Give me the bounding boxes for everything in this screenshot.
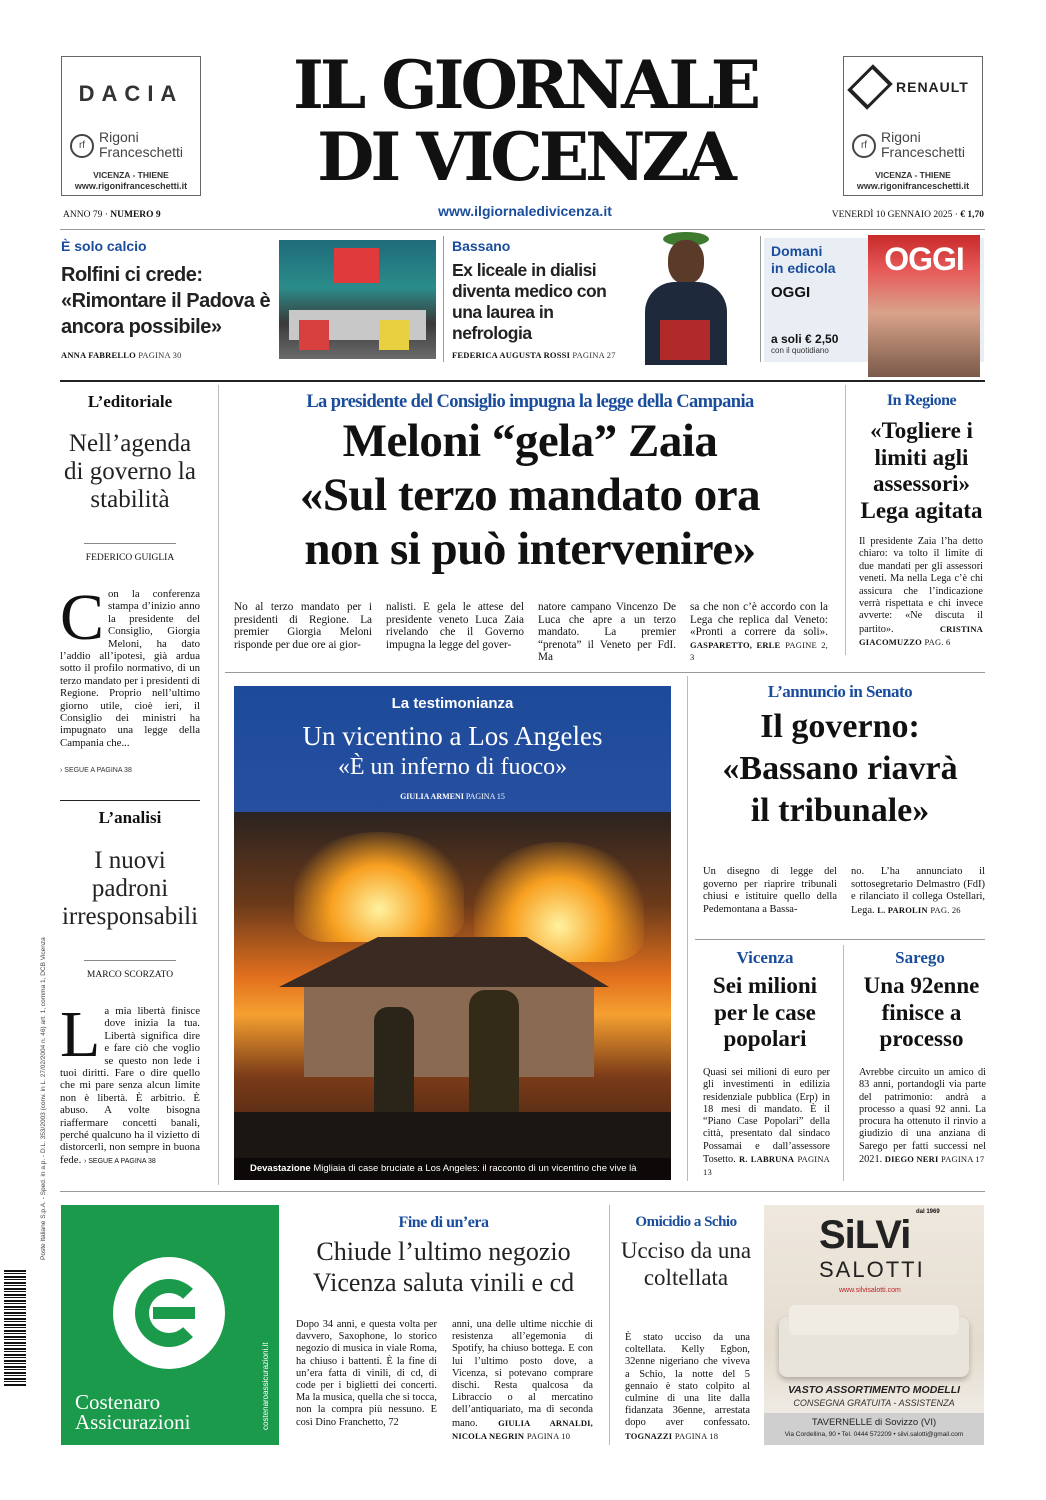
senato-headline-line2[interactable]: «Bassano riavrà — [722, 750, 958, 787]
renault-ad[interactable] — [843, 56, 983, 196]
lead-headline-line2[interactable]: «Sul terzo mandato ora — [299, 469, 761, 521]
mid-rule — [225, 672, 985, 673]
senato-headline-line1[interactable]: Il governo: — [760, 708, 920, 745]
renault-diamond-icon — [847, 64, 893, 110]
photo-headline-line2: «È un inferno di fuoco» — [337, 754, 568, 780]
rf-logo-icon: rf — [70, 134, 94, 158]
senato-author: L. PAROLIN — [877, 904, 928, 915]
silvi-service: CONSEGNA GRATUITA - ASSISTENZA — [793, 1398, 955, 1408]
lead-col2: nalisti. E gela le attese del presidente veneto Luca Zaia rivelando che il Governo impugna la legge del gover- — [386, 601, 524, 651]
fine-col2: anni, una delle ultime nicchie di resistenza all’egemonia di Spotify, ha chiuso bottega. E con lui l’ultimo posto dove, a Vicenza, si potevano comprare dischi. Resta qualcosa da Libraccio o al mercatino dell’antiquariato, ma di seconda mano. GIULIA ARNALDI, NICOLA NEGRIN PAGINA 10 — [452, 1319, 593, 1441]
photo-story[interactable] — [234, 686, 671, 1180]
costenaro-ad[interactable] — [61, 1205, 279, 1445]
anno: ANNO 79 — [63, 210, 103, 220]
renault-dealer-line1: Rigoni — [881, 129, 921, 145]
vicenza-sarego-divider — [843, 945, 844, 1181]
lead-col4: sa che non c’è accordo con la Lega che replica dal Veneto: «Pronti a correre da soli». GASPARETTO, ERLE PAGINE 2, 3 — [690, 601, 828, 663]
senato-col1: Un disegno di legge del governo per riaprire tribunali chiusi e istituire quello della Pedemontana a Bassa- — [703, 866, 837, 915]
analisi-body: La mia libertà finisce dove inizia la tua. Libertà significa dire e fare ciò che voglio se questo non lede i tuoi diritti. Fare o dire quello che mi pare senza alcun limite non è libertà. È arbitrio. È abuso. A volte bisogna riaffermare concetti banali, perché qualcuno ha il vizietto di distorcerli, non sempre in buona fede. › SEGUE A PAGINA 38 — [60, 998, 200, 1166]
fine-page: PAGINA 10 — [526, 1430, 571, 1441]
senato-rule — [695, 939, 985, 940]
editoriale-dropcap: C — [60, 581, 105, 654]
calcio-kicker: È solo calcio — [61, 238, 147, 254]
photo-right-divider — [687, 676, 688, 1181]
lead-right-divider — [845, 385, 846, 655]
silvi-address-band — [764, 1413, 984, 1445]
oggi-magazine: OGGI — [771, 284, 811, 301]
photo-caption: Devastazione Migliaia di case bruciate a Los Angeles: il racconto di un vicentino che vive là — [234, 1158, 671, 1180]
renault-logo: RENAULT — [896, 79, 969, 95]
masthead-title-line2: DI VICENZA — [317, 118, 733, 196]
flame-shape-1 — [294, 832, 464, 942]
silvi-brand2: SALOTTI — [819, 1257, 925, 1282]
fire-scene — [234, 812, 671, 1180]
senato-kicker: L’annuncio in Senato — [767, 682, 913, 701]
senato-col2: no. L’ha annunciato il sottosegretario Delmastro (FdI) e rilanciato il collega Ostellari, Lega. L. PAROLIN PAG. 26 — [851, 866, 985, 916]
oggi-box[interactable] — [764, 238, 984, 362]
date: VENERDÌ 10 GENNAIO 2025 — [831, 210, 953, 220]
calcio-byline: ANNA FABRELLO PAGINA 30 — [61, 350, 182, 360]
regione-page: PAG. 6 — [924, 637, 951, 648]
senato-page: PAG. 26 — [930, 904, 961, 915]
bottom-rule — [60, 1191, 985, 1192]
renault-cities: VICENZA - THIENE — [875, 170, 951, 180]
analisi-label: L’analisi — [98, 808, 162, 827]
editoriale-rule — [84, 543, 176, 544]
schio-headline[interactable]: Ucciso da una coltellata — [620, 1238, 752, 1290]
jersey-shape-2 — [379, 320, 409, 350]
costenaro-logo-bar — [153, 1307, 195, 1319]
renault-dealer-line2: Franceschetti — [881, 144, 966, 160]
lead-authors: GASPARETTO, ERLE — [690, 639, 781, 650]
editoriale-label: L’editoriale — [87, 392, 173, 411]
photo-kicker: La testimonianza — [391, 695, 514, 712]
editoriale-body: Con la conferenza stampa d’inizio anno la presidente del Consiglio, Giorgia Meloni, ha dato l’addio all’ipotesi, già ardua sotto il profilo normativo, di un terzo mandato per i presidenti di Regione. Proprio nell’ultimo giorno utile, cioè ieri, il Consiglio dei ministri ha impugnato una legge della Campania che... — [60, 581, 201, 749]
head-shape — [668, 240, 704, 284]
fine-col1: Dopo 34 anni, e questa volta per davvero, Saxophone, lo storico negozio di musica in viale Roma, ha chiuso i battenti. È la fine di un’era fatta di vinili, di cd, di code per i biglietti dei concerti. Ma la musica, quella che si tocca, non la compra più nessuno. E così Dino Franchetto, 72 — [296, 1319, 437, 1428]
date-price: VENERDÌ 10 GENNAIO 2025 · € 1,70 — [831, 210, 984, 220]
schio-kicker: Omicidio a Schio — [635, 1214, 737, 1230]
analisi-author: MARCO SCORZATO — [86, 970, 174, 980]
left-rule-1 — [60, 800, 200, 801]
lead-page: PAGINE 2, 3 — [690, 639, 828, 663]
bassano-headline[interactable]: Ex liceale in dialisi diventa medico con una laurea in nefrologia — [452, 260, 607, 343]
lead-headline-line1[interactable]: Meloni “gela” Zaia — [342, 415, 718, 467]
tv-screen-shape — [334, 248, 379, 283]
house-wall-shape — [304, 987, 594, 1077]
numero: NUMERO 9 — [110, 210, 161, 220]
graduate-photo[interactable] — [620, 230, 755, 365]
sofa-back-shape — [789, 1305, 959, 1335]
diploma-shape — [660, 320, 710, 360]
oggi-note: con il quotidiano — [771, 346, 829, 355]
sarego-author: DIEGO NERI — [884, 1154, 939, 1165]
costenaro-url: costenaroassicurazioni.it — [261, 1342, 270, 1430]
dacia-dealer-line2: Franceschetti — [99, 144, 184, 160]
regione-kicker: In Regione — [886, 392, 957, 409]
analisi-dropcap: L — [60, 998, 101, 1071]
masthead-website[interactable]: www.ilgiornaledivicenza.it — [438, 203, 612, 219]
fine-right-divider — [609, 1205, 610, 1445]
calcio-photo[interactable] — [279, 240, 436, 359]
fine-headline-line1[interactable]: Chiude l’ultimo negozio — [316, 1237, 571, 1266]
vicenza-page: PAGINA 13 — [703, 1154, 831, 1178]
regione-author: CRISTINA GIACOMUZZO — [859, 623, 983, 648]
renault-url: www.rigonifranceschetti.it — [856, 181, 970, 191]
fine-kicker: Fine di un’era — [398, 1214, 489, 1231]
costenaro-name-line1: Costenaro — [75, 1390, 161, 1414]
silvi-site: www.silvisalotti.com — [839, 1287, 901, 1294]
bassano-kicker: Bassano — [452, 238, 511, 254]
sarego-body: Avrebbe circuito un amico di 83 anni, portandogli via parte del patrimonio: andrà a processo a quasi 92 anni. La procura ha ottenuto il rinvio a giudizio di una anziana di Sarego per fatti successi nel 2021. DIEGO NERI PAGINA 17 — [859, 1067, 986, 1166]
oggi-price: a soli € 2,50 — [771, 332, 839, 346]
silvi-since: dal 1969 — [916, 1209, 940, 1215]
costenaro-name-line2: Assicurazioni — [75, 1410, 191, 1434]
barcode — [4, 1270, 26, 1386]
dacia-dealer-line1: Rigoni — [99, 129, 139, 145]
analisi-continue[interactable]: › SEGUE A PAGINA 38 — [83, 1157, 156, 1165]
photo-headline-line1: Un vicentino a Los Angeles — [302, 721, 603, 751]
jersey-shape — [299, 320, 329, 350]
lead-col1: No al terzo mandato per i presidenti di Regione. La premier Giorgia Meloni risponde per due ore ai gior- — [234, 601, 372, 651]
senato-headline-line3[interactable]: il tribunale» — [750, 792, 930, 829]
oggi-cover[interactable] — [868, 235, 980, 377]
costenaro-logo-icon — [113, 1257, 225, 1369]
masthead-rule — [60, 229, 985, 230]
strip-rule — [60, 380, 985, 382]
sarego-kicker: Sarego — [895, 948, 945, 967]
editoriale-author: FEDERICO GUIGLIA — [85, 553, 175, 563]
vicenza-headline[interactable]: Sei milioni per le case popolari — [712, 973, 818, 1051]
firefighter-1-shape — [374, 1007, 414, 1117]
calcio-headline[interactable]: Rolfini ci crede: «Rimontare il Padova è ancora possibile» — [61, 264, 271, 338]
editoriale-continue[interactable]: › SEGUE A PAGINA 38 — [60, 767, 132, 774]
schio-page: PAGINA 18 — [674, 1430, 719, 1441]
silvi-ad[interactable] — [764, 1205, 984, 1445]
strip-divider-1 — [443, 236, 444, 362]
editoriale-title[interactable]: Nell’agenda di governo la stabilità — [64, 430, 196, 513]
silvi-address: Via Cordellina, 90 • Tel. 0444 572209 • silvi.salotti@gmail.com — [784, 1431, 964, 1438]
price: € 1,70 — [960, 210, 984, 220]
lead-headline-line3[interactable]: non si può intervenire» — [304, 523, 756, 575]
lead-col3: natore campano Vincenzo De Luca che apre a un terzo mandato. La premier “prenota” il Veneto per FdI. Ma — [538, 601, 676, 664]
fine-headline-line2[interactable]: Vicenza saluta vinili e cd — [312, 1268, 575, 1297]
analisi-title[interactable]: I nuovi padroni irresponsabili — [61, 847, 199, 930]
strip-divider-2 — [760, 236, 761, 362]
dacia-url: www.rigonifranceschetti.it — [74, 181, 188, 191]
bassano-byline: FEDERICA AUGUSTA ROSSI PAGINA 27 — [452, 350, 616, 360]
postal-info: Poste Italiane S.p.A. - Sped. in a.p. - D.L. 353/2003 (conv. in L. 27/02/2004 n. 46) art. 1, comma 1, DCB Vicenza — [40, 937, 47, 1260]
regione-headline[interactable]: «Togliere i limiti agli assessori» Lega agitata — [860, 418, 983, 523]
dacia-logo: DACIA — [78, 81, 184, 106]
masthead-title-line1: IL GIORNALE — [292, 46, 758, 124]
regione-body: Il presidente Zaia l’ha detto chiaro: va tolto il limite di due mandati per gli assessori veneti. Ma nella Lega c’è chi assicura che l’indicazione verrà rispettata e chi invece avverte: «Ne discuta il partito». CRISTINA GIACOMUZZO PAG. 6 — [859, 536, 983, 648]
left-col-divider — [218, 385, 219, 1185]
silvi-slogan: VASTO ASSORTIMENTO MODELLI — [787, 1384, 961, 1396]
schio-author: TOGNAZZI — [625, 1430, 673, 1441]
issue-info: ANNO 79 · NUMERO 9 — [63, 210, 161, 220]
silvi-place: TAVERNELLE di Sovizzo (VI) — [811, 1417, 937, 1428]
vicenza-kicker: Vicenza — [736, 948, 794, 967]
oggi-line1: Domani — [771, 243, 823, 259]
fine-authors: GIULIA ARNALDI, NICOLA NEGRIN — [452, 1417, 593, 1441]
sarego-page: PAGINA 17 — [941, 1154, 985, 1165]
photo-byline: GIULIA ARMENI PAGINA 15 — [400, 792, 505, 801]
oggi-line2: in edicola — [771, 260, 836, 276]
oggi-cover-title: OGGI — [884, 241, 964, 277]
analisi-rule — [84, 960, 176, 961]
dacia-cities: VICENZA - THIENE — [93, 170, 169, 180]
vicenza-body: Quasi sei milioni di euro per gli investimenti in edilizia residenziale pubblica (Erp) in 18 mesi di mandato. È il “Piano Case Popolari” della città, presentato dal sindaco Possamai e dall’assessore Tosetto. R. LABRUNA PAGINA 13 — [703, 1067, 831, 1178]
firefighter-2-shape — [469, 990, 519, 1130]
lead-kicker: La presidente del Consiglio impugna la legge della Campania — [306, 392, 754, 412]
silvi-brand: SiLVi — [819, 1213, 911, 1257]
schio-body: È stato ucciso da una coltellata. Kelly Egbon, 32enne nigeriano che viveva a Schio, la notte del 5 gennaio è stato colpito al culmine di una lite dalla fidanzata 36enne, arrestata dopo aver confessato. TOGNAZZI PAGINA 18 — [625, 1332, 750, 1441]
dacia-ad[interactable] — [61, 56, 201, 196]
vicenza-author: R. LABRUNA — [739, 1154, 795, 1165]
rf-logo-icon: rf — [852, 134, 876, 158]
sarego-headline[interactable]: Una 92enne finisce a processo — [863, 973, 980, 1051]
